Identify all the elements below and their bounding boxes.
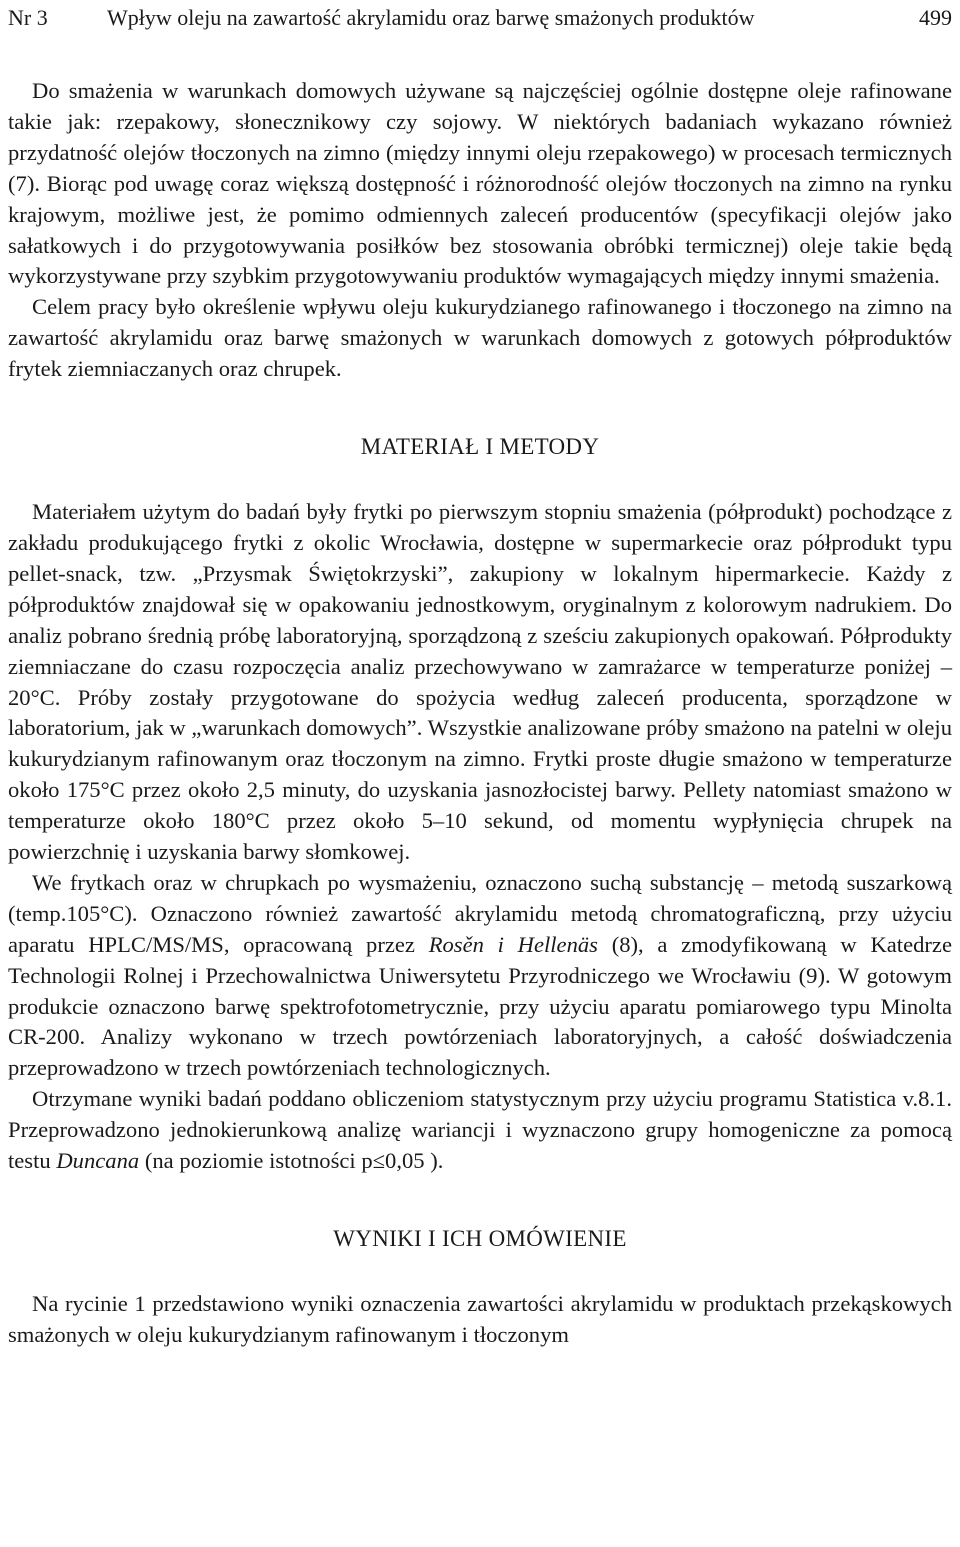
paragraph-results: Na rycinie 1 przedstawiono wyniki oznaczenia zawartości akrylamidu w produktach przekąskowych smażonych w oleju kukurydzianym rafinowanym i tłoczonym [8, 1291, 952, 1347]
running-head [8, 0, 952, 36]
analyses-text-end: (8), a zmodyfikowaną w Katedrze Technologii Rolnej i Przechowalnictwa Uniwersytetu Przyrodniczego we Wrocławiu (9). W gotowym produkcie oznaczono barwę spektrofotometrycznie, przy użyciu aparatu pomiarowego typu Minolta CR-200. Analizy wykonano w trzech powtórzeniach laboratoryjnych, a całość doświadczenia przeprowadzono w trzech powtórzeniach technologicznych. [8, 931, 952, 1081]
paragraph-intro-oils: Do smażenia w warunkach domowych używane są najczęściej ogólnie dostępne oleje rafinowane takie jak: rzepakowy, słonecznikowy czy sojowy. W niektórych badaniach wykazano również przydatność olejów tłoczonych na zimno (między innymi oleju rzepakowego) w procesach termicznych (7). Biorąc pod uwagę coraz większą dostępność i różnorodność olejów tłoczonych na zimno na rynku krajowym, możliwe jest, że pomimo odmiennych zaleceń producentów (specyfikacji olejów jako sałatkowych i do przygotowywania posiłków bez stosowania obróbki termicznej) oleje takie będą wykorzystywane przy szybkim przygotowywaniu produktów wymagających między innymi smażenia. [8, 78, 952, 289]
paragraph-materials: Materiałem użytym do badań były frytki po pierwszym stopniu smażenia (półprodukt) pochodzące z zakładu produkującego frytki z okolic Wrocławia, dostępne w supermarkecie oraz półprodukt typu pellet-snack, tzw. „Przysmak Świętokrzyski”, zakupiony w lokalnym hipermarkecie. Każdy z półproduktów znajdował się w opakowaniu jednostkowym, oryginalnym z kolorowym nadrukiem. Do analiz pobrano średnią próbę laboratoryjną, sporządzoną z sześciu zakupionych opakowań. Półprodukty ziemniaczane do czasu rozpoczęcia analiz przechowywano w zamrażarce w temperaturze poniżej –20°C. Próby zostały przygotowane do spożycia według zaleceń producenta, sporządzone w laboratorium, jak w „warunkach domowych”. Wszystkie analizowane próby smażono na patelni w oleju kukurydzianym rafinowanym oraz tłoczonym na zimno. Frytki proste długie smażono w temperaturze około 175°C przez około 2,5 minuty, do uzyskania jasnozłocistej barwy. Pellety natomiast smażono w temperaturze około 180°C przez około 5–10 sekund, od momentu wypłynięcia chrupek na powierzchnię i uzyskania barwy słomkowej. [8, 499, 952, 865]
statistics-text-end: (na poziomie istotności p≤0,05 ). [144, 1148, 444, 1174]
authors-citation: Rosěn i Hellenäs [428, 931, 598, 957]
journal-page [8, 0, 952, 1351]
statistics-text-start: Otrzymane wyniki badań poddano obliczeniom statystycznym przy użyciu programu Statistica v.8.1. Przeprowadzono jednokierunkową analizę wariancji i wyznaczono grupy homogeniczne za pomocą testu [8, 1086, 952, 1174]
paragraph-aim: Celem pracy było określenie wpływu oleju kukurydzianego rafinowanego i tłoczonego na zimno na zawartość akrylamidu oraz barwę smażonych w warunkach domowych z gotowych półproduktów frytek ziemniaczanych oraz chrupek. [8, 294, 952, 382]
page-number: 499 [919, 5, 952, 30]
issue-number: Nr 3 [8, 5, 48, 30]
test-name: Duncana [56, 1148, 140, 1174]
analyses-text-start: We frytkach oraz w chrupkach po wysmażeniu, oznaczono suchą substancję – metodą suszarkową (temp.105°C). Oznaczono również zawartość akrylamidu metodą chromatograficzną, przy użyciu aparatu HPLC/MS/MS, opracowaną przez [8, 869, 952, 957]
section-heading-results: WYNIKI I ICH OMÓWIENIE [333, 1226, 627, 1251]
article-body [8, 76, 952, 1351]
paragraph-statistics [8, 1084, 952, 1177]
paragraph-analyses [8, 868, 952, 1084]
section-heading-methods: MATERIAŁ I METODY [360, 434, 600, 460]
running-title: Wpływ oleju na zawartość akrylamidu oraz barwę smażonych produktów [107, 5, 755, 30]
